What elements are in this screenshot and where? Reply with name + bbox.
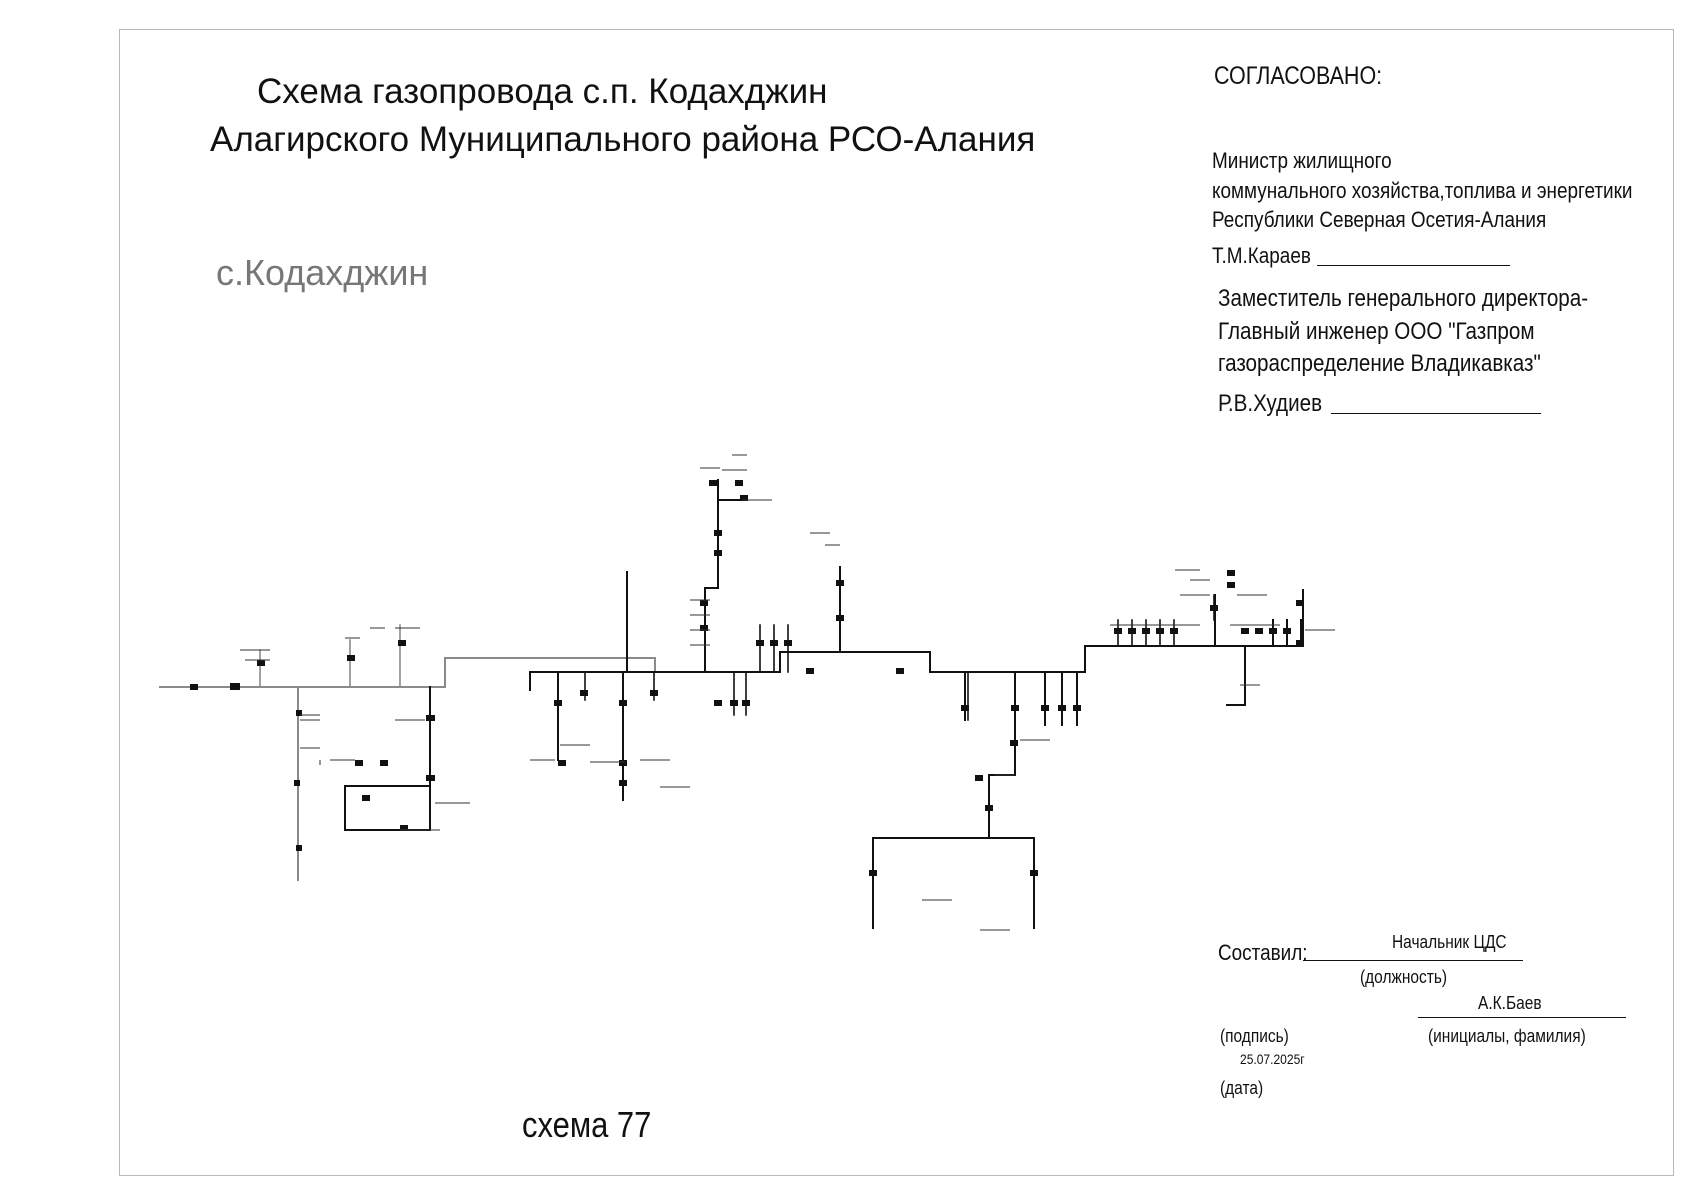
minister-line-1: Министр жилищного [1212, 148, 1392, 173]
compiled-label: Составил: [1218, 940, 1308, 965]
date-caption: (дата) [1220, 1078, 1264, 1098]
consumer-labels [240, 455, 1335, 930]
pipeline-branch-c [705, 480, 745, 672]
pipeline-west-branch-2 [260, 625, 400, 687]
date-value: 25.07.2025г [1240, 1051, 1305, 1067]
deputy-line-3: газораспределение Владикавказ" [1218, 350, 1541, 377]
approval-header: СОГЛАСОВАНО: [1214, 62, 1383, 90]
deputy-line-1: Заместитель генерального директора- [1218, 285, 1589, 312]
consumer-markers [190, 480, 1304, 876]
position-value: Начальник ЦДС [1392, 932, 1507, 952]
minister-line-2: коммунального хозяйства,топлива и энергетики [1212, 178, 1633, 203]
position-caption: (должность) [1360, 967, 1448, 987]
pipeline-branch-j [585, 672, 968, 720]
pipeline-branch-f [965, 672, 1077, 725]
pipeline-central-main [530, 590, 1303, 690]
signature-caption: (подпись) [1220, 1026, 1289, 1046]
pipeline-branch-e [873, 672, 1034, 928]
deputy-line-2: Главный инженер ООО "Газпром [1218, 318, 1535, 345]
name-value: А.К.Баев [1478, 993, 1542, 1013]
deputy-name: Р.В.Худиев [1218, 390, 1323, 417]
title-line-2: Алагирского Муниципального района РСО-Алания [210, 120, 1036, 159]
title-line-1: Схема газопровода с.п. Кодахджин [257, 72, 828, 111]
village-label: с.Кодахджин [216, 252, 429, 293]
minister-name: Т.М.Караев [1212, 243, 1311, 268]
minister-line-3: Республики Северная Осетия-Алания [1212, 207, 1547, 232]
pipeline-branch-h [1118, 595, 1214, 646]
name-caption: (инициалы, фамилия) [1428, 1026, 1586, 1046]
scheme-number: схема 77 [522, 1104, 652, 1145]
pipeline-branch-b [558, 572, 627, 800]
pipeline-branch-a [345, 687, 430, 830]
